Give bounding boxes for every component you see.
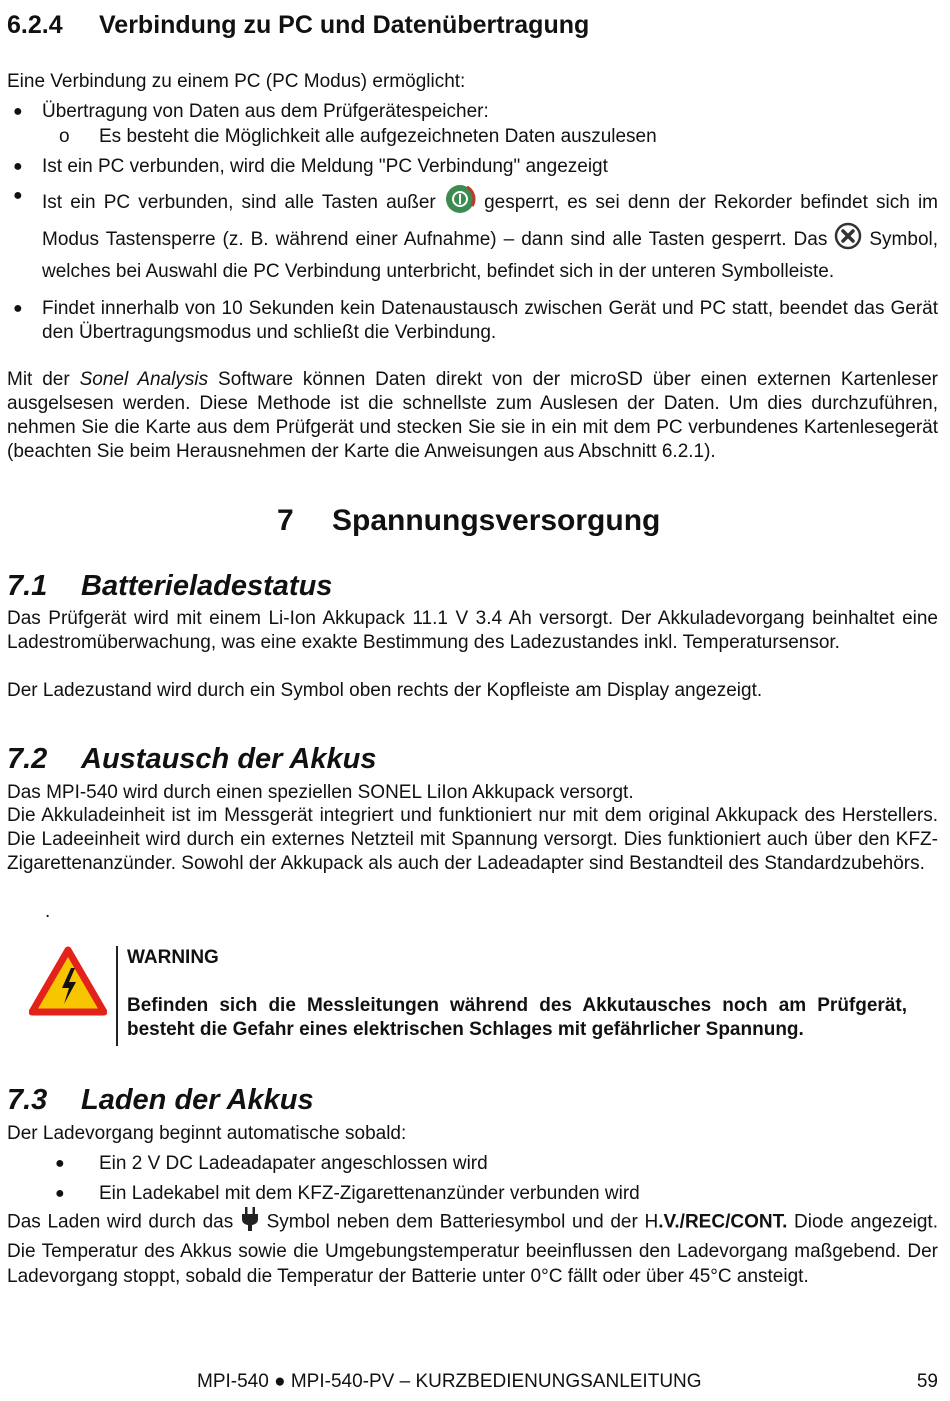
- footer-title: MPI-540 ● MPI-540-PV – KURZBEDIENUNGSANLEITUNG: [197, 1371, 702, 1392]
- bullet-text: Ist ein PC verbunden, wird die Meldung "PC Verbindung" angezeigt: [42, 156, 608, 177]
- high-voltage-warning-icon: [29, 946, 107, 1023]
- paragraph: Das MPI-540 wird durch einen speziellen SONEL LiIon Akkupack versorgt.: [7, 782, 634, 803]
- bullet-marker: ●: [55, 1155, 65, 1172]
- bullet-text-part: gesperrt, es sei denn der Rekorder befindet sich im Modus Tastensperre (z. B. während einer Aufnahme) – dann sind alle Tasten gesperrt. Das: [42, 192, 939, 251]
- section-heading-6-2-4: [7, 10, 589, 40]
- bullet-text: [42, 184, 938, 285]
- bullet-text: Ein Ladekabel mit dem KFZ-Zigarettenanzünder verbunden wird: [99, 1183, 640, 1204]
- section-title: Batterieladestatus: [81, 570, 333, 602]
- section-title: Verbindung zu PC und Datenübertragung: [99, 11, 590, 39]
- power-button-icon: [444, 184, 476, 222]
- bullet-text-part: Symbol, welches bei Auswahl die PC Verbindung unterbricht, befindet sich in der unteren Symbolleiste.: [42, 229, 939, 282]
- list-item: [7, 184, 938, 284]
- section-title: Austausch der Akkus: [81, 743, 377, 775]
- section-number: 7.2: [7, 743, 48, 775]
- intro-text: Eine Verbindung zu einem PC (PC Modus) ermöglicht:: [7, 71, 466, 92]
- close-x-icon: [834, 222, 862, 258]
- section-heading-7-2: [7, 742, 376, 776]
- warning-body: Befinden sich die Messleitungen während des Akkutausches noch am Prüfgerät, besteht die Gefahr eines elektrischen Schlages mit gefährlicher Spannung.: [127, 995, 907, 1040]
- bullet-marker: ●: [13, 187, 23, 204]
- paragraph: Der Ladezustand wird durch ein Symbol oben rechts der Kopfleiste am Display angezeigt.: [7, 680, 763, 701]
- paragraph-text: Diode angezeigt. Die Temperatur des Akkus sowie die Umgebungstemperatur beeinflussen den Ladevorgang maßgebend. Der Ladevorgang stoppt, sobald die Temperatur der Batterie unter 0°C fällt oder über 45°C ansteigt.: [7, 1211, 938, 1287]
- page-number: 59: [916, 1371, 938, 1392]
- software-name: Sonel Analysis: [79, 369, 209, 390]
- section-number: 7.3: [7, 1084, 48, 1116]
- section-number: 6.2.4: [7, 11, 63, 39]
- warning-divider: [116, 946, 118, 1046]
- section-title: Laden der Akkus: [81, 1084, 314, 1116]
- paragraph-text: Das Laden wird durch das: [7, 1211, 234, 1233]
- paragraph-text: Mit der: [7, 369, 70, 390]
- bullet-marker: ●: [55, 1185, 65, 1202]
- warning-title: WARNING: [127, 947, 219, 968]
- section-number: 7.1: [7, 570, 48, 602]
- paragraph: Die Akkuladeinheit ist im Messgerät integriert und funktioniert nur mit dem original Akkupack des Herstellers. Die Ladeeinheit wird durch ein externes Netzteil mit Spannung versorgt. Dies funktioniert auch über den KFZ-Zigarettenanzünder. Sowohl der Akkupack als auch der Ladeadapter sind Bestandteil des Standardzubehörs.: [7, 805, 938, 874]
- chapter-title: Spannungsversorgung: [332, 504, 661, 537]
- software-paragraph: [7, 368, 938, 464]
- chapter-number: 7: [277, 504, 294, 537]
- paragraph: Der Ladevorgang beginnt automatische sobald:: [7, 1123, 407, 1144]
- bullet-text: Findet innerhalb von 10 Sekunden kein Datenaustausch zwischen Gerät und PC statt, beendet das Gerät den Übertragungsmodus und schließt die Verbindung.: [42, 298, 938, 343]
- led-label: .V./REC/CONT.: [658, 1211, 788, 1233]
- bullet-text: Ein 2 V DC Ladeadapater angeschlossen wird: [99, 1153, 488, 1174]
- sub-bullet-text: Es besteht die Möglichkeit alle aufgezeichneten Daten auszulesen: [99, 126, 657, 147]
- section-heading-7-3: [7, 1083, 314, 1117]
- plug-icon: [240, 1206, 260, 1239]
- section-heading-7-1: [7, 569, 332, 603]
- bullet-marker: ●: [13, 158, 23, 175]
- paragraph-text: Software können Daten direkt von der microSD über einen externen Kartenleser ausgelsesen werden. Diese Methode ist die schnellste zum Auslesen der Daten. Um dies durchzuführen, nehmen Sie die Karte aus dem Prüfgerät und stecken Sie sie in ein mit dem PC verbundenes Kartenlesegerät (beachten Sie beim Herausnehmen der Karte die Anweisungen aus Abschnitt 6.2.1).: [7, 369, 939, 462]
- sub-bullet-marker: o: [59, 126, 70, 147]
- bullet-marker: ●: [13, 103, 23, 120]
- bullet-text: Übertragung von Daten aus dem Prüfgerätespeicher:: [42, 101, 489, 122]
- paragraph-text: Symbol neben dem Batteriesymbol und der H: [266, 1211, 659, 1233]
- charging-paragraph: [7, 1206, 938, 1289]
- paragraph: Das Prüfgerät wird mit einem Li-Ion Akkupack 11.1 V 3.4 Ah versorgt. Der Akkuladevorgang beinhaltet eine Ladestromüberwachung, was eine exakte Bestimmung des Ladezustandes inkl. Temperatursensor.: [7, 608, 938, 653]
- chapter-heading-7: [277, 503, 660, 539]
- stray-dot: .: [45, 901, 51, 922]
- bullet-marker: ●: [13, 300, 23, 317]
- bullet-text-part: Ist ein PC verbunden, sind alle Tasten außer: [42, 192, 436, 214]
